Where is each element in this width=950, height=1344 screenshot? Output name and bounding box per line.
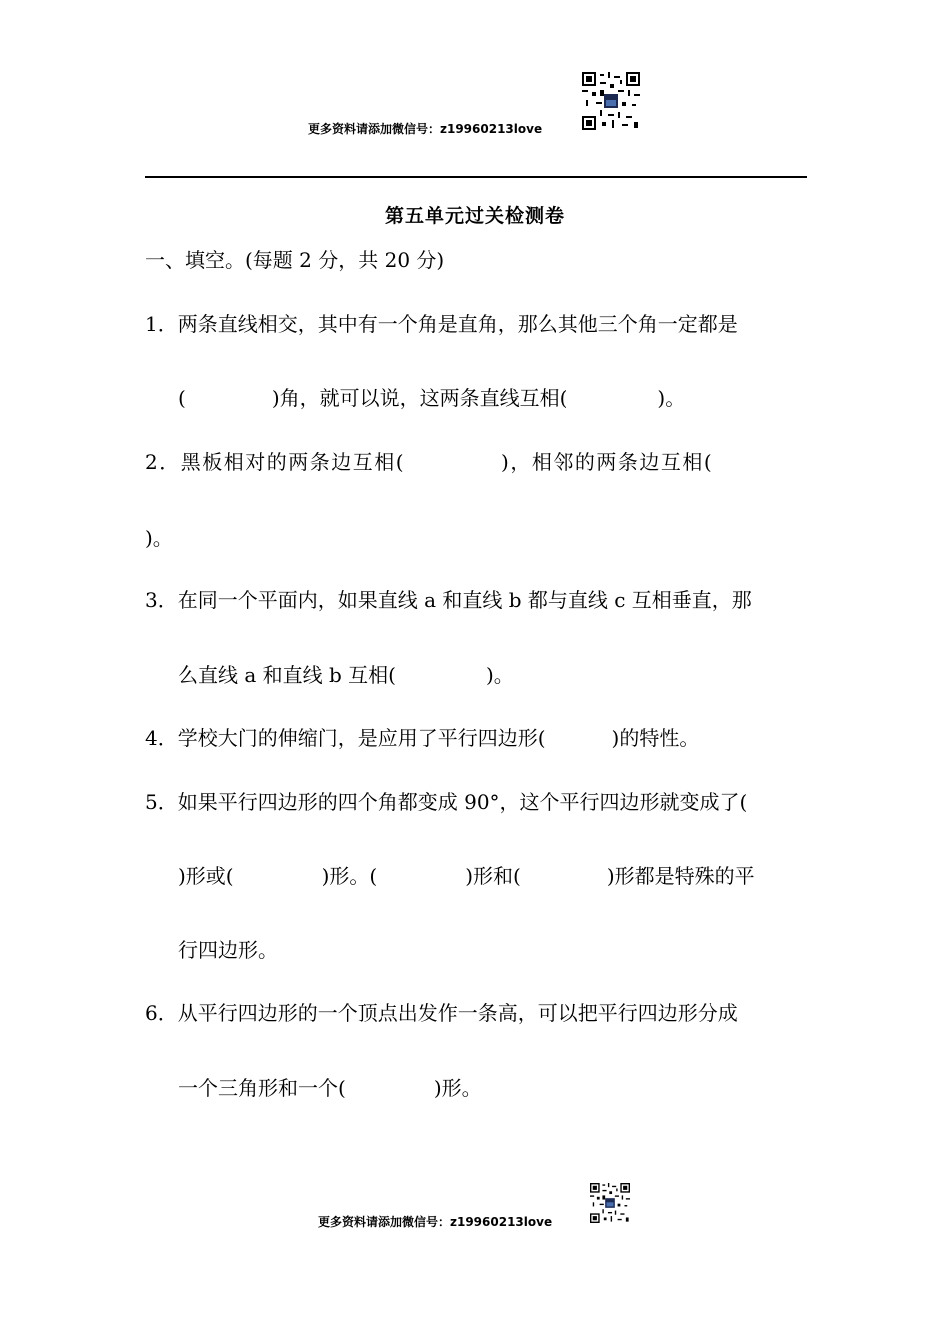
question-text: )形。 — [433, 1076, 482, 1100]
question-text: 如果平行四边形的四个角都变成 90°，这个平行四边形就变成了( — [177, 790, 748, 814]
question-text: )，相邻的两条边互相( — [501, 450, 714, 474]
page-title: 第五单元过关检测卷 — [384, 205, 565, 227]
question-text: ( — [178, 386, 186, 410]
question-text: 在同一个平面内，如果直线 a 和直线 b 都与直线 c 互相垂直，那 — [177, 588, 752, 612]
question-number: 1． — [145, 312, 178, 336]
footer-wechat-text: 更多资料请添加微信号：z19960213love — [318, 1215, 553, 1229]
section-heading: 一、填空。(每题 2 分，共 20 分) — [145, 248, 445, 272]
question-number: 6． — [145, 1001, 178, 1025]
question-text: )。 — [485, 663, 514, 687]
question-number: 4． — [145, 726, 178, 750]
header-divider — [145, 176, 807, 178]
question-text: )形和( — [465, 864, 521, 888]
question-number: 5． — [145, 790, 178, 814]
question-1-line-1 — [145, 314, 738, 334]
header-wechat-text: 更多资料请添加微信号：z19960213love — [308, 122, 543, 136]
question-text: 学校大门的伸缩门，是应用了平行四边形( — [177, 726, 546, 750]
question-4-line-1 — [145, 728, 699, 748]
question-text: )形或( — [178, 864, 234, 888]
question-text: 么直线 a 和直线 b 互相( — [178, 663, 396, 687]
question-5-line-1 — [145, 792, 747, 812]
question-number: 3． — [145, 588, 178, 612]
question-text: )。 — [145, 526, 173, 550]
question-text: 两条直线相交，其中有一个角是直角，那么其他三个角一定都是 — [177, 312, 738, 336]
question-text: 一个三角形和一个( — [178, 1076, 346, 1100]
question-text: 黑板相对的两条边互相( — [180, 450, 406, 474]
question-6-line-1 — [145, 1003, 738, 1023]
question-1-line-2 — [178, 388, 685, 408]
question-text: 行四边形。 — [178, 938, 278, 962]
question-2-line-2 — [145, 528, 173, 548]
question-text: 从平行四边形的一个顶点出发作一条高，可以把平行四边形分成 — [177, 1001, 738, 1025]
qr-code-icon — [582, 72, 640, 130]
qr-code-icon — [590, 1183, 630, 1223]
question-text: )形都是特殊的平 — [606, 864, 755, 888]
question-3-line-1 — [145, 590, 752, 610]
question-number: 2． — [145, 450, 181, 474]
question-text: )形。( — [321, 864, 378, 888]
question-text: )的特性。 — [611, 726, 700, 750]
question-6-line-2 — [178, 1078, 482, 1098]
question-2-line-1 — [145, 452, 713, 472]
question-text: )。 — [657, 386, 686, 410]
question-text: )角，就可以说，这两条直线互相( — [271, 386, 568, 410]
question-3-line-2 — [178, 665, 514, 685]
question-5-line-2 — [178, 866, 755, 886]
question-5-line-3 — [178, 940, 278, 960]
